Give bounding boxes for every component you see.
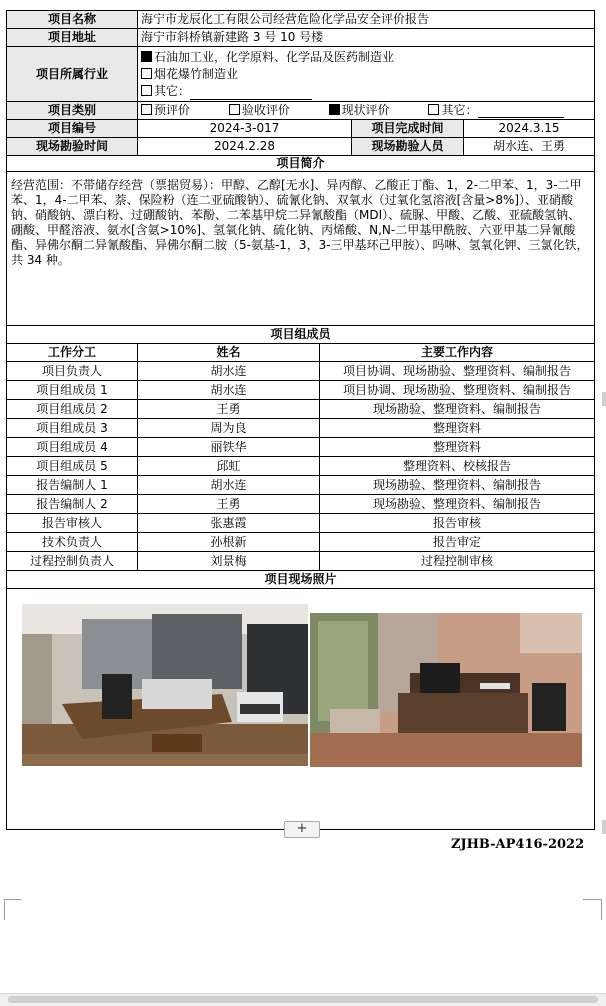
member-role: 报告编制人 2 <box>7 495 138 514</box>
members-heading: 项目组成员 <box>7 326 595 344</box>
member-row <box>7 362 595 381</box>
value-surveyors: 胡水连、王勇 <box>464 138 595 156</box>
value-project-number: 2024-3-017 <box>138 120 352 138</box>
industry-option-label: 其它： <box>154 83 191 98</box>
row-category <box>7 102 595 120</box>
business-scope-text: 经营范围：不带储存经营（票据贸易）：甲醇、乙醇[无水]、异丙醇、乙酸正丁酯、1，2-二甲苯、1，3-二甲苯、1，4-二甲苯、萘、保险粉（连二亚硫酸钠）、硫氰化钠、双氧水（过氧化氢溶液[含量>8%]）、亚硝酸钠、硝酸钠、漂白粉、过硼酸钠、苯酚、二苯基甲烷二异氰酸酯（MDI）、硫脲、甲酸、乙酸、亚硫酸氢钠、硼酸、甲醛溶液、氨水[含氨>10%]、氢氧化钠、硫化钠、丙烯酸、N,N-二甲基甲酰胺、六亚甲基二异氰酸酯、异佛尔酮二异氰酸酯、异佛尔酮二胺（5-氨基-1，3，3-三甲基环己甲胺）、吗啉、氢氧化钾、三氯化铁，共 34 种。 <box>7 172 595 326</box>
category-option-label: 其它： <box>441 103 478 117</box>
member-row <box>7 495 595 514</box>
member-row <box>7 552 595 571</box>
member-row <box>7 419 595 438</box>
member-row <box>7 533 595 552</box>
value-project-address: 海宁市斜桥镇新建路 3 号 10 号楼 <box>138 29 595 47</box>
value-project-name: 海宁市龙辰化工有限公司经营危险化学品安全评价报告 <box>138 11 595 29</box>
label-project-name: 项目名称 <box>7 11 138 29</box>
photos-heading: 项目现场照片 <box>7 571 595 589</box>
member-row <box>7 381 595 400</box>
row-photos-heading <box>7 571 595 589</box>
member-work: 报告审定 <box>320 533 595 552</box>
category-option-label: 现状评价 <box>341 103 390 117</box>
member-name: 胡水连 <box>138 381 320 400</box>
member-work: 报告审核 <box>320 514 595 533</box>
member-role: 项目组成员 4 <box>7 438 138 457</box>
row-project-address <box>7 29 595 47</box>
project-info-table <box>6 10 595 830</box>
member-name: 胡水连 <box>138 476 320 495</box>
category-option-other[interactable] <box>428 103 563 117</box>
industry-options <box>138 47 595 102</box>
member-work: 整理资料、校核报告 <box>320 457 595 476</box>
industry-option-label: 石油加工业，化学原料、化学品及医药制造业 <box>154 49 395 64</box>
members-table-body <box>7 362 595 571</box>
member-name: 周为良 <box>138 419 320 438</box>
label-industry: 项目所属行业 <box>7 47 138 102</box>
checkbox-icon[interactable] <box>229 104 240 115</box>
value-survey-time: 2024.2.28 <box>138 138 352 156</box>
category-option-acceptance[interactable] <box>229 103 325 118</box>
row-photos <box>7 589 595 830</box>
site-photo-manager-office <box>310 613 582 767</box>
member-name: 孙根新 <box>138 533 320 552</box>
member-role: 项目组成员 1 <box>7 381 138 400</box>
member-work: 过程控制审核 <box>320 552 595 571</box>
member-role: 项目负责人 <box>7 362 138 381</box>
horizontal-scrollbar[interactable] <box>0 993 606 1006</box>
member-work: 现场勘验、整理资料、编制报告 <box>320 495 595 514</box>
label-category: 项目类别 <box>7 102 138 120</box>
member-name: 邱虹 <box>138 457 320 476</box>
checkbox-icon[interactable] <box>141 51 152 62</box>
member-name: 王勇 <box>138 400 320 419</box>
member-name: 王勇 <box>138 495 320 514</box>
member-work: 项目协调、现场勘验、整理资料、编制报告 <box>320 362 595 381</box>
label-surveyors: 现场勘验人员 <box>352 138 464 156</box>
intro-heading: 项目简介 <box>7 156 595 172</box>
label-project-address: 项目地址 <box>7 29 138 47</box>
document-code: ZJHB-AP416-2022 <box>451 837 585 852</box>
member-row <box>7 514 595 533</box>
member-work: 整理资料 <box>320 419 595 438</box>
checkbox-icon[interactable] <box>141 104 152 115</box>
checkbox-icon[interactable] <box>141 85 152 96</box>
other-industry-blank[interactable] <box>190 87 312 100</box>
industry-option-label: 烟花爆竹制造业 <box>154 66 239 81</box>
checkbox-icon[interactable] <box>329 104 340 115</box>
industry-option-fireworks[interactable] <box>141 66 591 83</box>
member-role: 报告审核人 <box>7 514 138 533</box>
row-industry <box>7 47 595 102</box>
row-project-name <box>7 11 595 29</box>
crop-mark-right <box>583 899 602 920</box>
member-name: 胡水连 <box>138 362 320 381</box>
column-header-role: 工作分工 <box>7 344 138 362</box>
member-role: 项目组成员 2 <box>7 400 138 419</box>
category-option-current[interactable] <box>329 103 425 118</box>
member-work: 项目协调、现场勘验、整理资料、编制报告 <box>320 381 595 400</box>
site-photo-office-desk <box>22 604 308 766</box>
checkbox-icon[interactable] <box>141 68 152 79</box>
photos-cell <box>7 589 595 830</box>
member-row <box>7 457 595 476</box>
scroll-marker <box>602 392 606 406</box>
member-role: 过程控制负责人 <box>7 552 138 571</box>
member-name: 丽铁华 <box>138 438 320 457</box>
crop-mark-left <box>4 899 21 920</box>
category-option-label: 验收评价 <box>241 103 290 117</box>
member-name: 刘景梅 <box>138 552 320 571</box>
label-survey-time: 现场勘验时间 <box>7 138 138 156</box>
category-option-pre[interactable] <box>141 103 225 118</box>
checkbox-icon[interactable] <box>428 104 439 115</box>
column-header-work: 主要工作内容 <box>320 344 595 362</box>
add-row-button[interactable]: + <box>284 821 320 838</box>
row-members-heading <box>7 326 595 344</box>
member-row <box>7 438 595 457</box>
column-header-name: 姓名 <box>138 344 320 362</box>
member-work: 现场勘验、整理资料、编制报告 <box>320 476 595 495</box>
member-name: 张惠霞 <box>138 514 320 533</box>
member-work: 现场勘验、整理资料、编制报告 <box>320 400 595 419</box>
member-role: 报告编制人 1 <box>7 476 138 495</box>
row-intro-heading <box>7 156 595 172</box>
member-row <box>7 400 595 419</box>
scrollbar-thumb[interactable] <box>8 996 598 1003</box>
row-intro-body <box>7 172 595 326</box>
member-role: 技术负责人 <box>7 533 138 552</box>
row-number <box>7 120 595 138</box>
member-work: 整理资料 <box>320 438 595 457</box>
industry-option-other[interactable] <box>141 83 591 100</box>
member-row <box>7 476 595 495</box>
members-header-row <box>7 344 595 362</box>
label-project-number: 项目编号 <box>7 120 138 138</box>
member-role: 项目组成员 3 <box>7 419 138 438</box>
photo-area <box>7 589 594 829</box>
scroll-marker <box>602 820 606 834</box>
member-role: 项目组成员 5 <box>7 457 138 476</box>
category-option-label: 预评价 <box>154 103 191 117</box>
industry-option-petrochem[interactable] <box>141 49 591 66</box>
value-completion-time: 2024.3.15 <box>464 120 595 138</box>
row-survey <box>7 138 595 156</box>
label-completion-time: 项目完成时间 <box>352 120 464 138</box>
other-category-blank[interactable] <box>478 105 564 118</box>
category-options <box>138 102 595 120</box>
